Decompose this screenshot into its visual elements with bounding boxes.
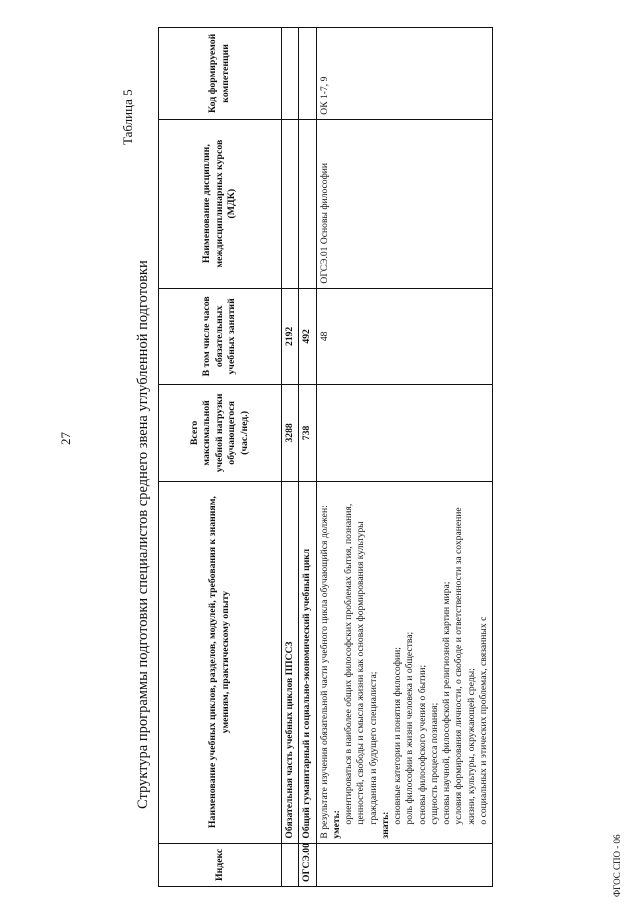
table-caption: Структура программы подготовки специалистов среднего звена углубленной подготовки (135, 260, 151, 809)
header-row (159, 28, 282, 887)
znat-label: знать: (379, 811, 391, 839)
header-name: Наименование учебных циклов, разделов, модулей, требования к знаниям, умениям, практическому опыту (159, 481, 282, 843)
row-phil-code: ОК 1-7, 9 (316, 28, 493, 120)
table-row-ogse (299, 28, 316, 887)
header-code: Код формируемой компетенции (159, 28, 282, 120)
header-index: Индекс (159, 843, 282, 886)
cell-empty (282, 28, 299, 120)
header-discipline: Наименование дисциплин, междисциплинарных курсов (МДК) (159, 119, 282, 288)
row-total-required: 2192 (282, 288, 299, 385)
table-row-total (282, 28, 299, 887)
requirements-intro: В результате изучения обязательной части учебного цикла обучающийся должен: (318, 505, 330, 839)
znat-item: о социальных и этических проблемах, связанных с (477, 616, 489, 825)
row-total-hours: 3288 (282, 385, 299, 482)
row-ogse-hours: 738 (299, 385, 316, 482)
row-phil-discipline: ОГСЭ.01 Основы философии (316, 119, 493, 288)
table-label: Таблица 5 (120, 89, 135, 145)
cell-empty (299, 28, 316, 120)
row-ogse-name: Общий гуманитарный и социально-экономический учебный цикл (299, 481, 316, 843)
cell-empty (316, 843, 493, 886)
table-row-philosophy (316, 28, 493, 887)
znat-item: основные категории и понятия философии; (392, 647, 404, 825)
cell-empty (282, 119, 299, 288)
row-phil-requirements (316, 481, 493, 843)
header-total: Всего максимальной учебной нагрузки обучающегося (час./нед.) (159, 385, 282, 482)
row-phil-required: 48 (316, 288, 493, 385)
umet-label: уметь: (330, 810, 342, 839)
znat-item: условия формирования личности, о свободе и ответственности за сохранение жизни, культуры, окружающей среды; (453, 507, 477, 825)
row-ogse-index: ОГСЭ.00 (299, 843, 316, 886)
znat-item: сущность процесса познания; (428, 702, 440, 825)
row-total-name: Обязательная часть учебных циклов ППССЗ (282, 481, 299, 843)
znat-item: основы философского учения о бытии; (416, 664, 428, 825)
page-number: 27 (58, 432, 73, 445)
umet-text: ориентироваться в наиболее общих философских проблемах бытия, познания, ценностей, свободы и смысла жизни как основах формирования культуры гражданина и будущего специалиста; (343, 503, 379, 825)
header-required: В том числе часов обязательных учебных занятий (159, 288, 282, 385)
cell-empty (282, 843, 299, 886)
cell-empty (316, 385, 493, 482)
cell-empty (299, 119, 316, 288)
page-footer: ФГОС СПО - 06 (612, 834, 622, 897)
structure-table (158, 27, 493, 887)
row-ogse-required: 492 (299, 288, 316, 385)
znat-item: основы научной, философской и религиозной картин мира; (441, 581, 453, 825)
znat-item: роль философии в жизни человека и общества; (404, 631, 416, 825)
